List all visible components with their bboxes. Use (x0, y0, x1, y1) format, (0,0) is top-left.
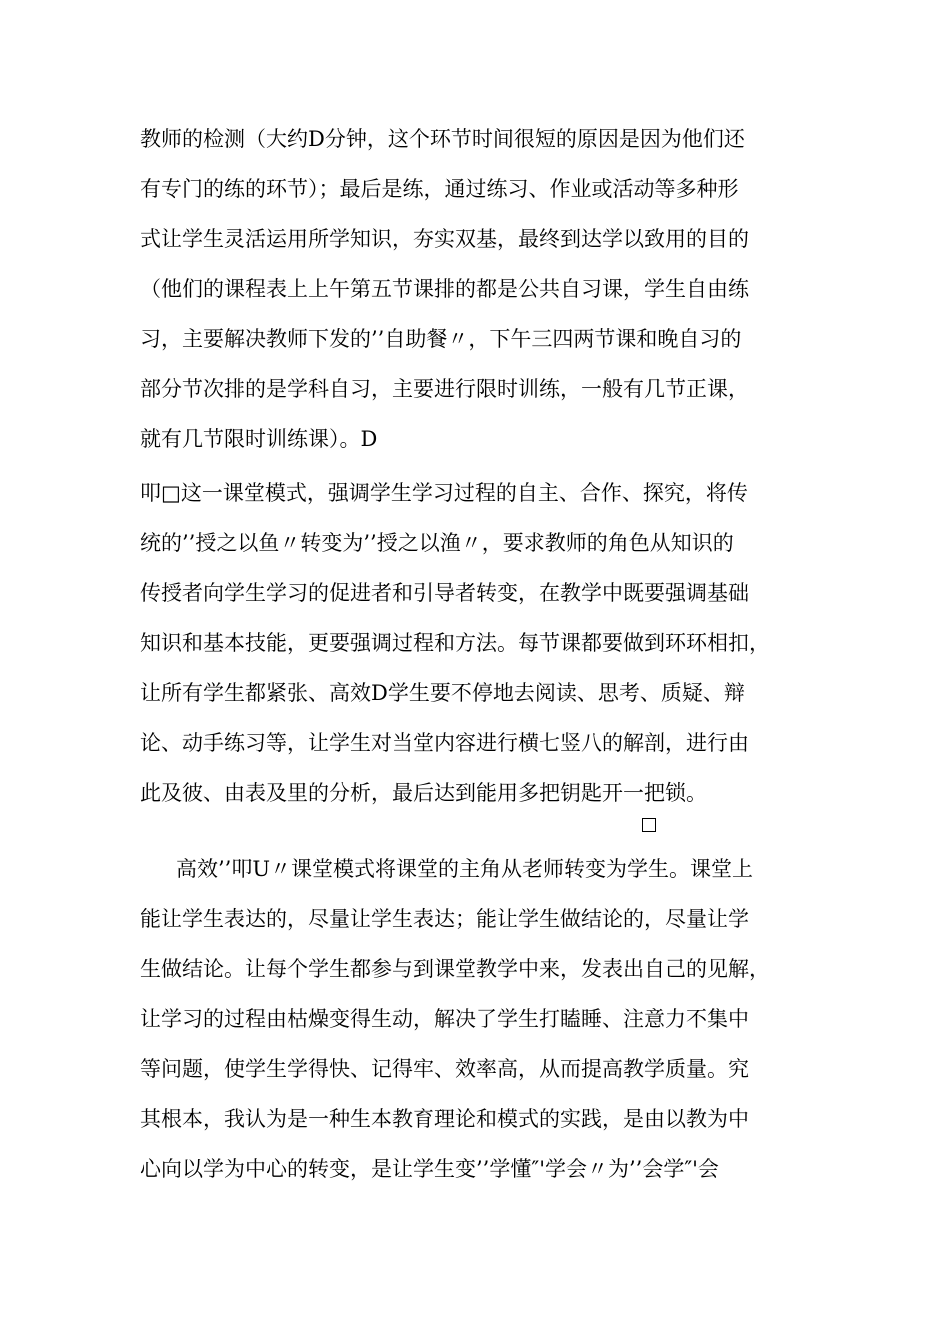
paragraph-line: 统的’’授之以鱼〃转变为’’授之以渔〃，要求教师的角色从知识的 (140, 531, 734, 555)
paragraph-line: 心向以学为中心的转变，是让学生变’’学懂″'学会〃为’’会学″'会 (140, 1157, 719, 1181)
paragraph-line: 论、动手练习等，让学生对当堂内容进行横七竖八的解剖，进行由 (140, 731, 749, 755)
paragraph-line: 有专门的练的环节）；最后是练，通过练习、作业或活动等多种形 (140, 177, 739, 201)
paragraph-line: 生做结论。让每个学生都参与到课堂教学中来，发表出自己的见解， (140, 957, 770, 981)
paragraph-line: 能让学生表达的，尽量让学生表达；能让学生做结论的，尽量让学 (140, 907, 749, 931)
paragraph-line: 让学习的过程由枯燥变得生动，解决了学生打瞌睡、注意力不集中 (140, 1007, 749, 1031)
paragraph-line: 传授者向学生学习的促进者和引导者转变，在教学中既要强调基础 (140, 581, 749, 605)
paragraph-2 (140, 468, 820, 818)
paragraph-line: 习，主要解决教师下发的’’自助餐〃，下午三四两节课和晚自习的 (140, 327, 742, 351)
paragraph-line: 此及彼、由表及里的分析，最后达到能用多把钥匙开一把锁。 (140, 781, 707, 805)
paragraph-line: （他们的课程表上上午第五节课排的都是公共自习课，学生自由练 (140, 277, 749, 301)
paragraph-3 (140, 844, 820, 1194)
paragraph-line: 部分节次排的是学科自习，主要进行限时训练，一般有几节正课， (140, 377, 749, 401)
paragraph-line: 式让学生灵活运用所学知识，夯实双基，最终到达学以致用的目的 (140, 227, 749, 251)
paragraph-line: 就有几节限时训练课）。D (140, 427, 378, 451)
paragraph-line: 等问题，使学生学得快、记得牢、效率高，从而提高教学质量。究 (140, 1057, 749, 1081)
paragraph-line: 让所有学生都紧张、高效D学生要不停地去阅读、思考、质疑、辩 (140, 681, 745, 705)
paragraph-line: 高效’’叩U〃课堂模式将课堂的主角从老师转变为学生。课堂上 (176, 857, 754, 881)
paragraph-line: 其根本，我认为是一种生本教育理论和模式的实践，是由以教为中 (140, 1107, 749, 1131)
paragraph-line: 教师的检测（大约D分钟，这个环节时间很短的原因是因为他们还 (140, 127, 745, 151)
paragraph-line: 知识和基本技能，更要强调过程和方法。每节课都要做到环环相扣， (140, 631, 770, 655)
paragraph-line: 叩□这一课堂模式，强调学生学习过程的自主、合作、探究，将传 (140, 481, 748, 505)
paragraph-1 (140, 114, 820, 464)
empty-box-mark (642, 818, 656, 832)
